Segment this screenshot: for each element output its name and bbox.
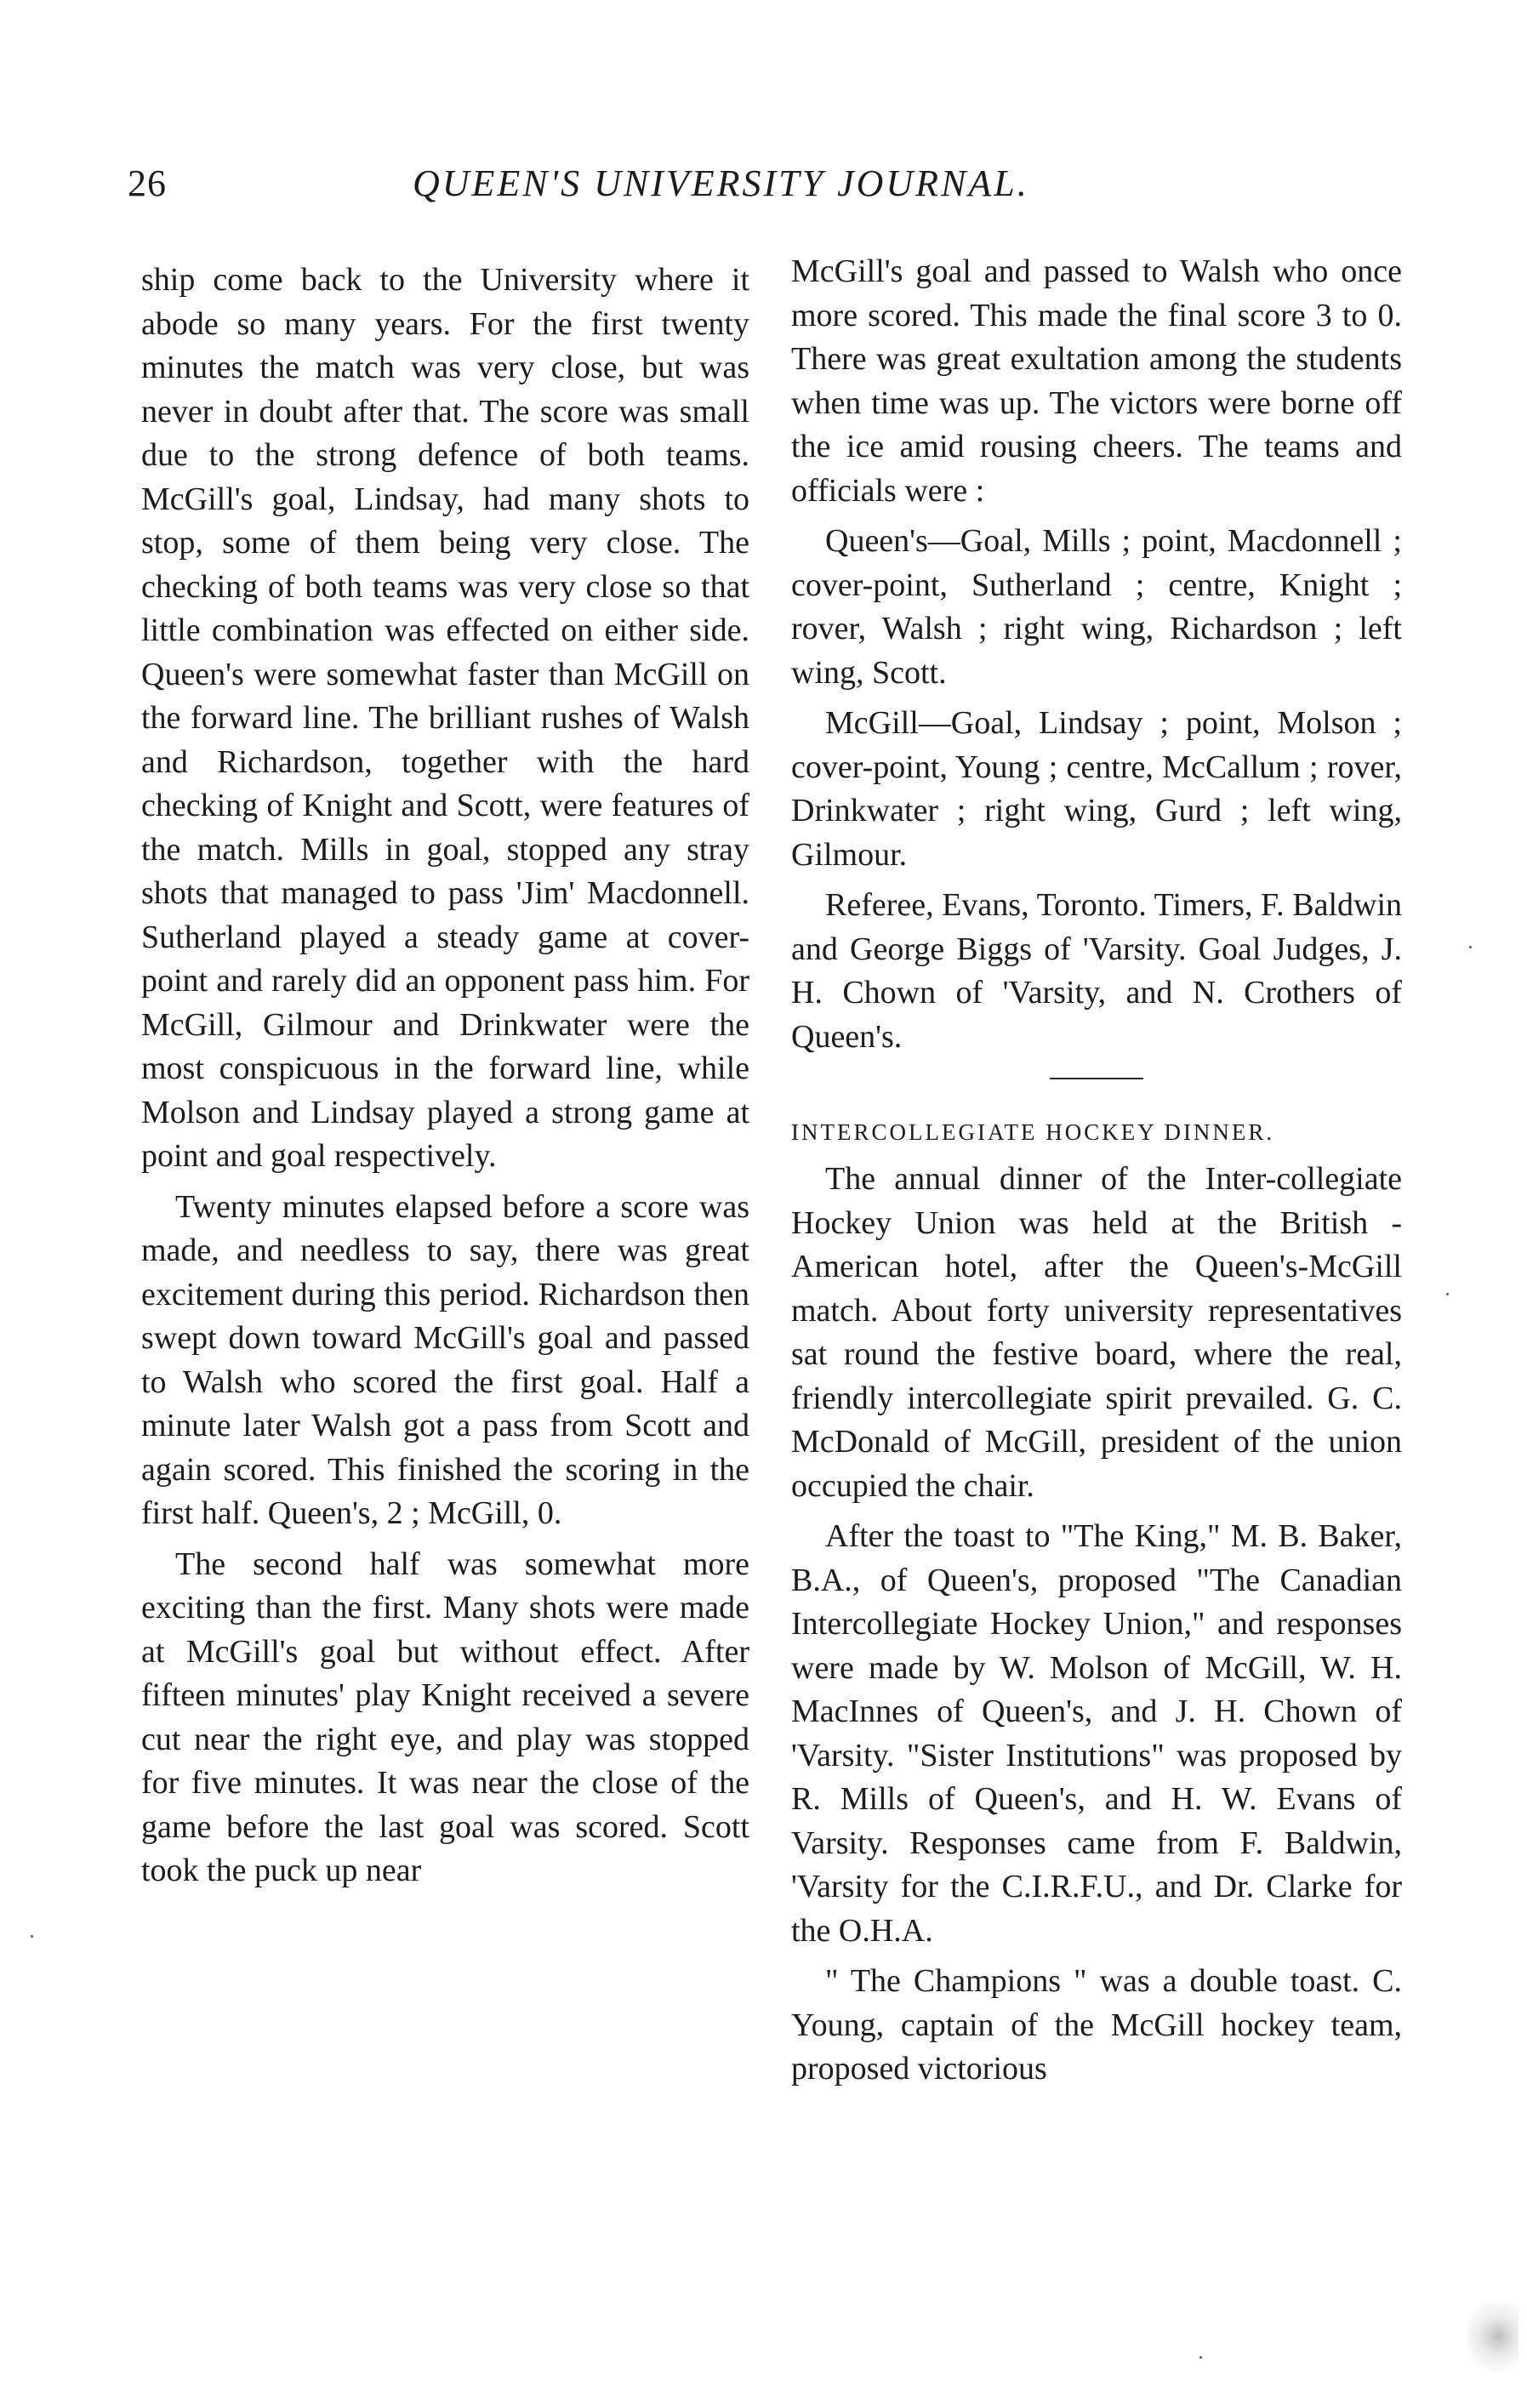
left-column — [141, 259, 749, 1900]
section-divider-rule — [1050, 1078, 1143, 1079]
page-number: 26 — [128, 162, 167, 204]
section-heading: INTERCOLLEGIATE HOCKEY DINNER. — [791, 1119, 1275, 1145]
queens-lineup-paragraph: Queen's—Goal, Mills ; point, Macdonnell ; cover-point, Sutherland ; centre, Knight ; rover, Walsh ; right wing, Richardson ; left wing, Scott. — [791, 523, 1402, 691]
right-paragraph-1: McGill's goal and passed to Walsh who once more scored. This made the final score 3 to 0. There was great exultation among the students when time was up. The victors were borne off the ice amid rousing cheers. The teams and officials were : — [791, 253, 1402, 509]
scan-speck — [1446, 1293, 1449, 1295]
scan-speck — [1469, 946, 1472, 948]
page-header — [128, 162, 1072, 221]
left-paragraph-1: ship come back to the University where it abode so many years. For the first twenty minutes the match was very close, but was never in doubt after that. The score was small due to the strong defence of both teams. McGill's goal, Lindsay, had many shots to stop, some of them being very close. The checking of both teams was very close so that little combination was effected on either side. Queen's were somewhat faster than McGill on the forward line. The brilliant rushes of Walsh and Richardson, together with the hard checking of Knight and Scott, were features of the match. Mills in goal, stopped any stray shots that managed to pass 'Jim' Macdonnell. Sutherland played a steady game at cover-point and rarely did an opponent pass him. For McGill, Gilmour and Drinkwater were the most conspicuous in the forward line, while Molson and Lindsay played a strong game at point and goal respectively. — [141, 262, 749, 1174]
left-paragraph-2: Twenty minutes elapsed before a score was made, and needless to say, there was great excitement during this period. Richardson then swept down toward McGill's goal and passed to Walsh who scored the first goal. Half a minute later Walsh got a pass from Scott and again scored. This finished the scoring in the first half. Queen's, 2 ; McGill, 0. — [141, 1188, 749, 1531]
officials-paragraph: Referee, Evans, Toronto. Timers, F. Baldwin and George Biggs of 'Varsity. Goal Judges, J. H. Chown of 'Varsity, and N. Crothers of Queen's. — [791, 887, 1402, 1055]
scan-speck — [31, 1935, 33, 1938]
dinner-paragraph-2: After the toast to "The King," M. B. Baker, B.A., of Queen's, proposed "The Canadian Intercollegiate Hockey Union," and responses were made by W. Molson of McGill, W. H. MacInnes of Queen's, and J. H. Chown of 'Varsity. "Sister Institutions" was proposed by R. Mills of Queen's, and H. W. Evans of Varsity. Responses came from F. Baldwin, 'Varsity for the C.I.R.F.U., and Dr. Clarke for the O.H.A. — [791, 1518, 1402, 1949]
scan-edge-shadow — [1467, 2280, 1518, 2374]
mcgill-lineup-paragraph: McGill—Goal, Lindsay ; point, Molson ; cover-point, Young ; centre, McCallum ; rover, Drinkwater ; right wing, Gurd ; left wing, Gilmour. — [791, 705, 1402, 873]
scan-speck — [1199, 2356, 1202, 2359]
running-head: QUEEN'S UNIVERSITY JOURNAL. — [413, 162, 1029, 204]
dinner-paragraph-1: The annual dinner of the Inter-collegiate Hockey Union was held at the British - American hotel, after the Queen's-McGill match. About forty university representatives sat round the festive board, where the real, friendly intercollegiate spirit prevailed. G. C. McDonald of McGill, president of the union occupied the chair. — [791, 1161, 1402, 1504]
left-paragraph-3: The second half was somewhat more exciting than the first. Many shots were made at McGill's goal but without effect. After fifteen minutes' play Knight received a severe cut near the right eye, and play was stopped for five minutes. It was near the close of the game before the last goal was scored. Scott took the puck up near — [141, 1546, 749, 1888]
dinner-paragraph-3: " The Champions " was a double toast. C. Young, captain of the McGill hockey team, proposed victorious — [791, 1963, 1402, 2086]
right-column — [791, 250, 1402, 2098]
